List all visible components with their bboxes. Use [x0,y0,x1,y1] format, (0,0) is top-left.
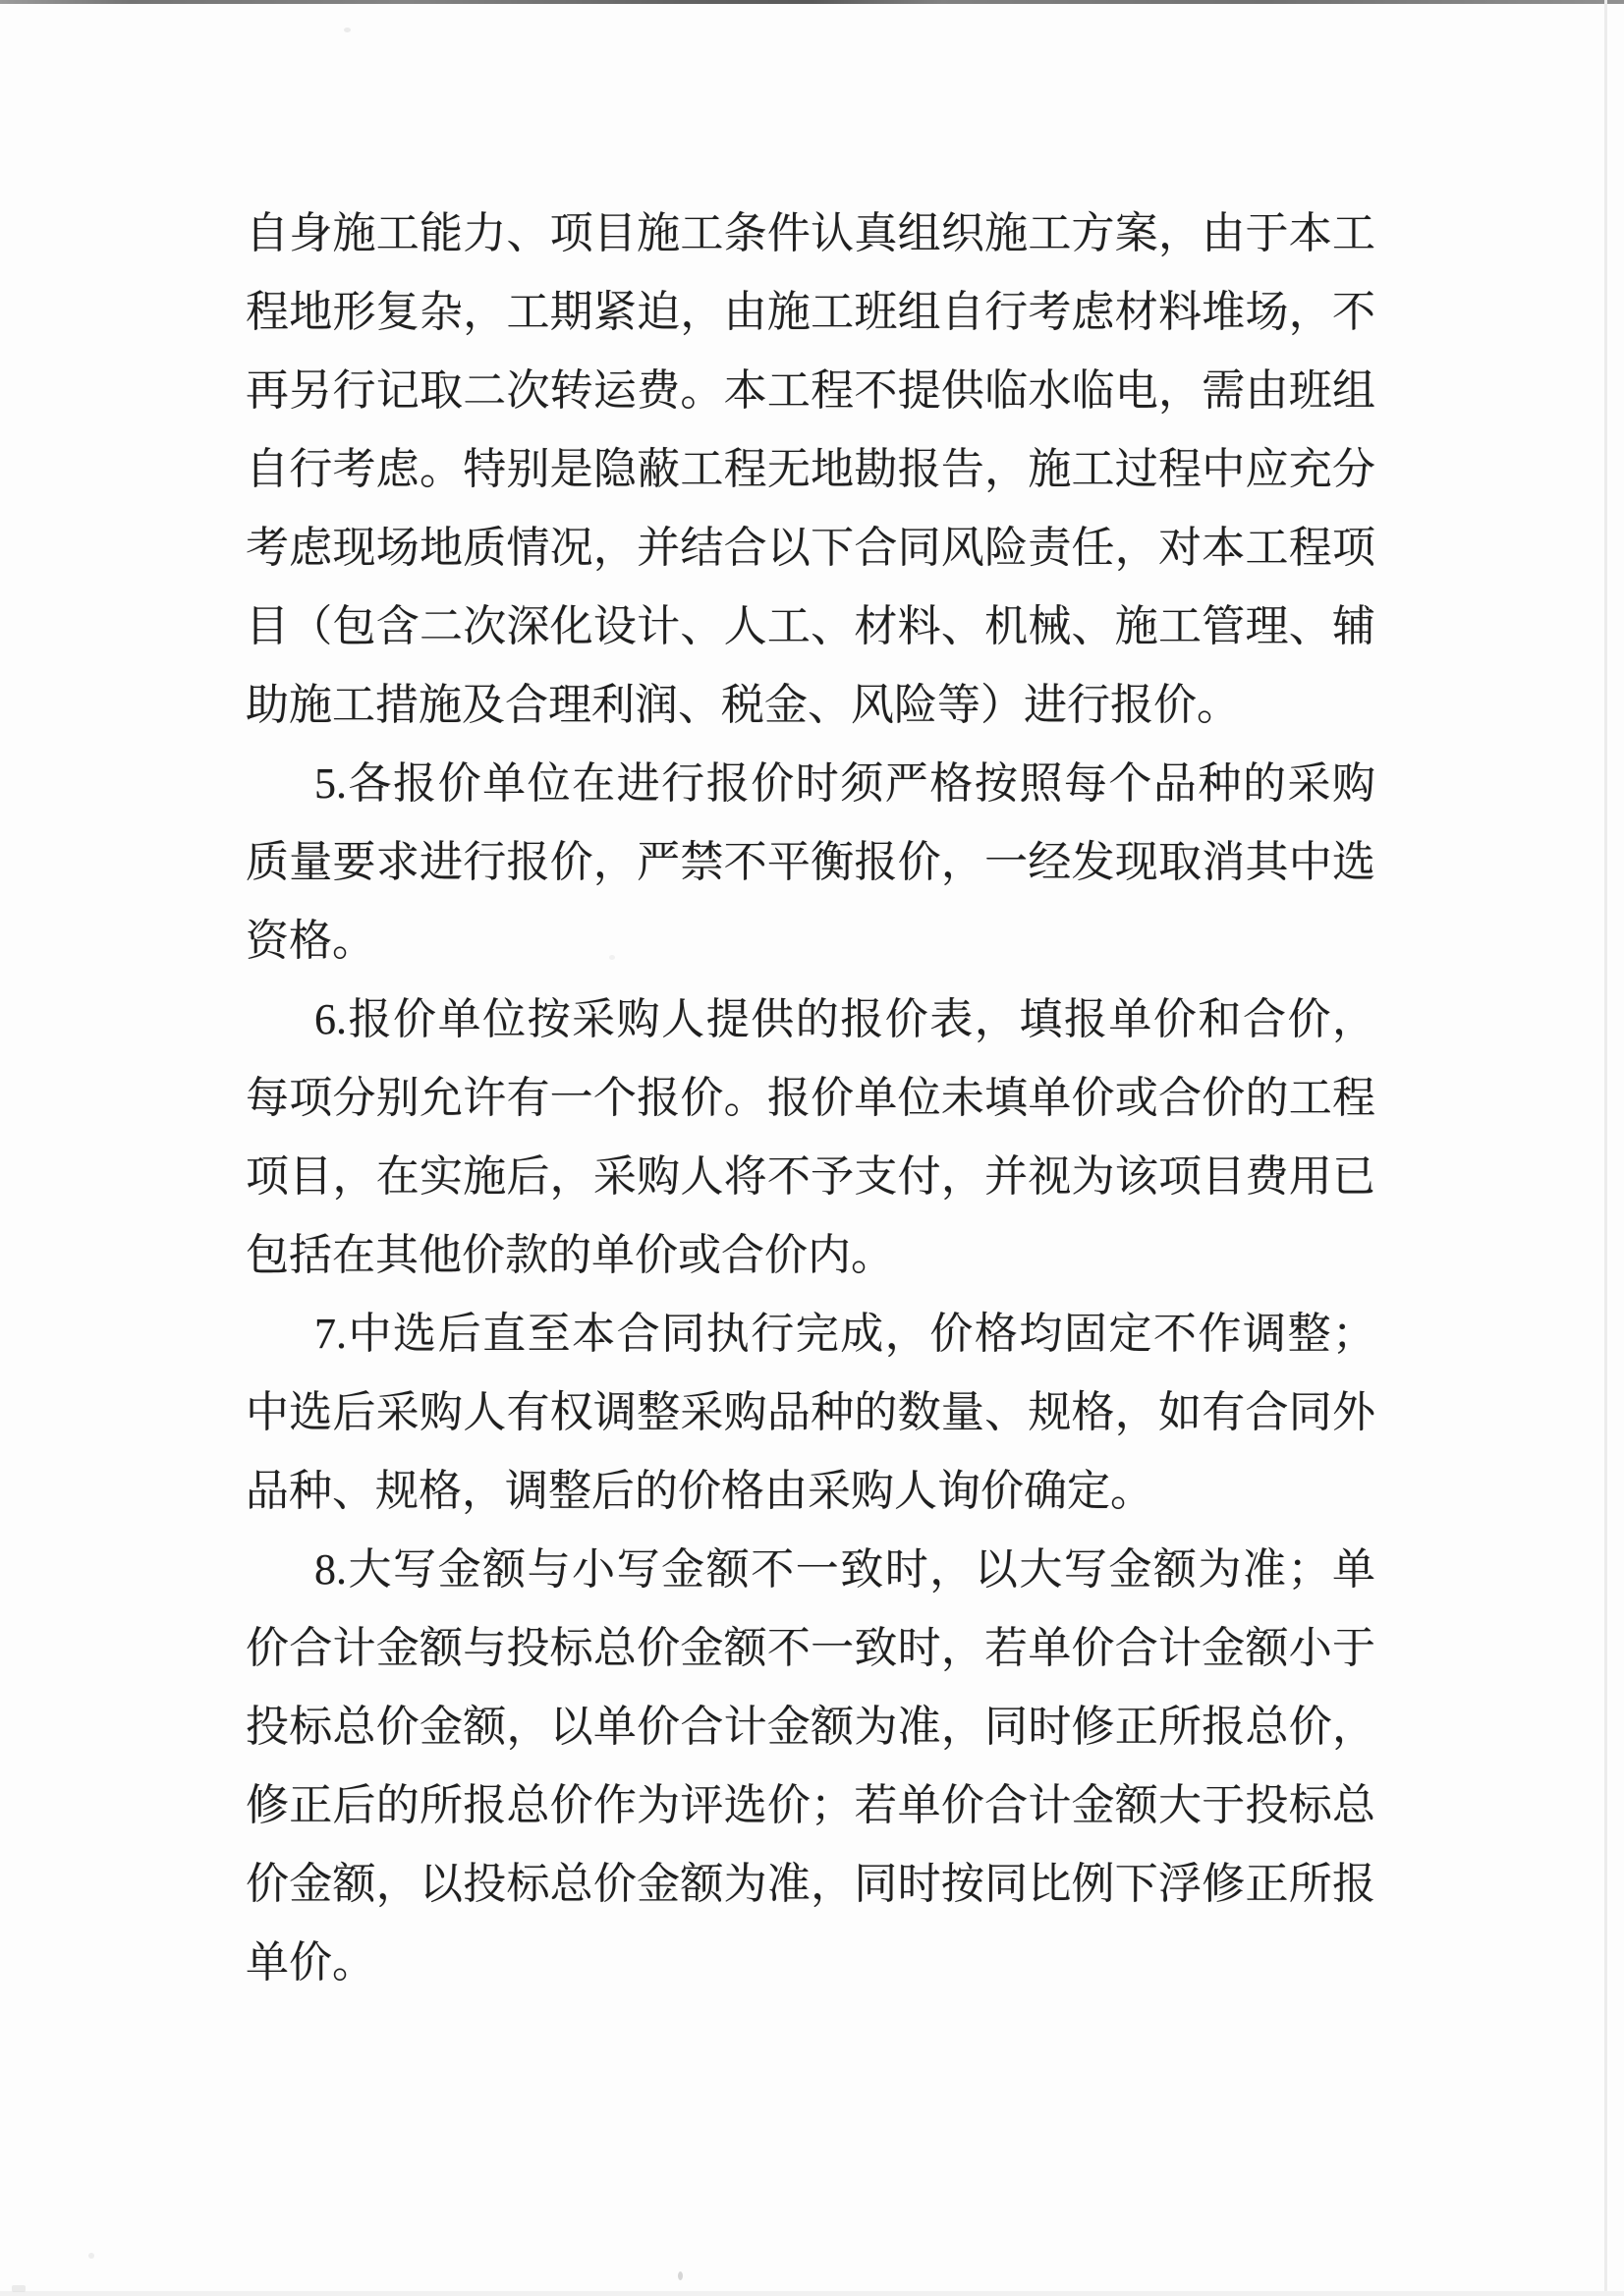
text-line: 项目，在实施后，采购人将不予支付，并视为该项目费用已 [246,1152,1375,1201]
text-line: 程地形复杂，工期紧迫，由施工班组自行考虑材料堆场，不 [246,288,1375,336]
text-line: 每项分别允许有一个报价。报价单位未填单价或合价的工程 [246,1074,1375,1122]
text-line: 投标总价金额，以单价合计金额为准，同时修正所报总价， [246,1703,1375,1751]
text-line: 5.各报价单位在进行报价时须严格按照每个品种的采购 [314,759,1375,808]
scan-speck [344,28,351,32]
text-line: 价金额，以投标总价金额为准，同时按同比例下浮修正所报 [246,1860,1375,1908]
scan-bottom-strip-artifact [0,2291,1624,2296]
text-line: 考虑现场地质情况，并结合以下合同风险责任，对本工程项 [246,524,1375,572]
text-line: 自行考虑。特别是隐蔽工程无地勘报告，施工过程中应充分 [246,445,1375,493]
text-line: 中选后采购人有权调整采购品种的数量、规格，如有合同外 [246,1388,1375,1436]
scan-speck [88,2253,94,2259]
scan-speck [12,2285,26,2292]
text-line: 价合计金额与投标总价金额不一致时，若单价合计金额小于 [246,1624,1375,1672]
text-line: 目（包含二次深化设计、人工、材料、机械、施工管理、辅 [246,602,1375,650]
text-line: 7.中选后直至本合同执行完成，价格均固定不作调整； [314,1310,1375,1358]
text-line: 6.报价单位按采购人提供的报价表，填报单价和合价， [314,995,1375,1043]
text-line: 8.大写金额与小写金额不一致时，以大写金额为准；单 [314,1545,1375,1594]
text-block [246,195,1375,2002]
text-line: 资格。 [246,917,375,965]
text-line: 包括在其他价款的单价或合价内。 [246,1231,894,1279]
text-line: 修正后的所报总价作为评选价；若单价合计金额大于投标总 [246,1781,1375,1829]
text-line: 助施工措施及合理利润、税金、风险等）进行报价。 [246,681,1240,729]
text-line: 品种、规格，调整后的价格由采购人询价确定。 [246,1467,1153,1515]
scan-right-line-artifact [1604,0,1607,2296]
text-line: 单价。 [246,1938,375,1987]
text-line: 质量要求进行报价，严禁不平衡报价，一经发现取消其中选 [246,838,1375,886]
scan-speck [678,2271,683,2280]
text-line: 自身施工能力、项目施工条件认真组织施工方案，由于本工 [246,209,1375,257]
text-line: 再另行记取二次转运费。本工程不提供临水临电，需由班组 [246,366,1375,415]
scan-top-edge-artifact [0,0,1624,4]
